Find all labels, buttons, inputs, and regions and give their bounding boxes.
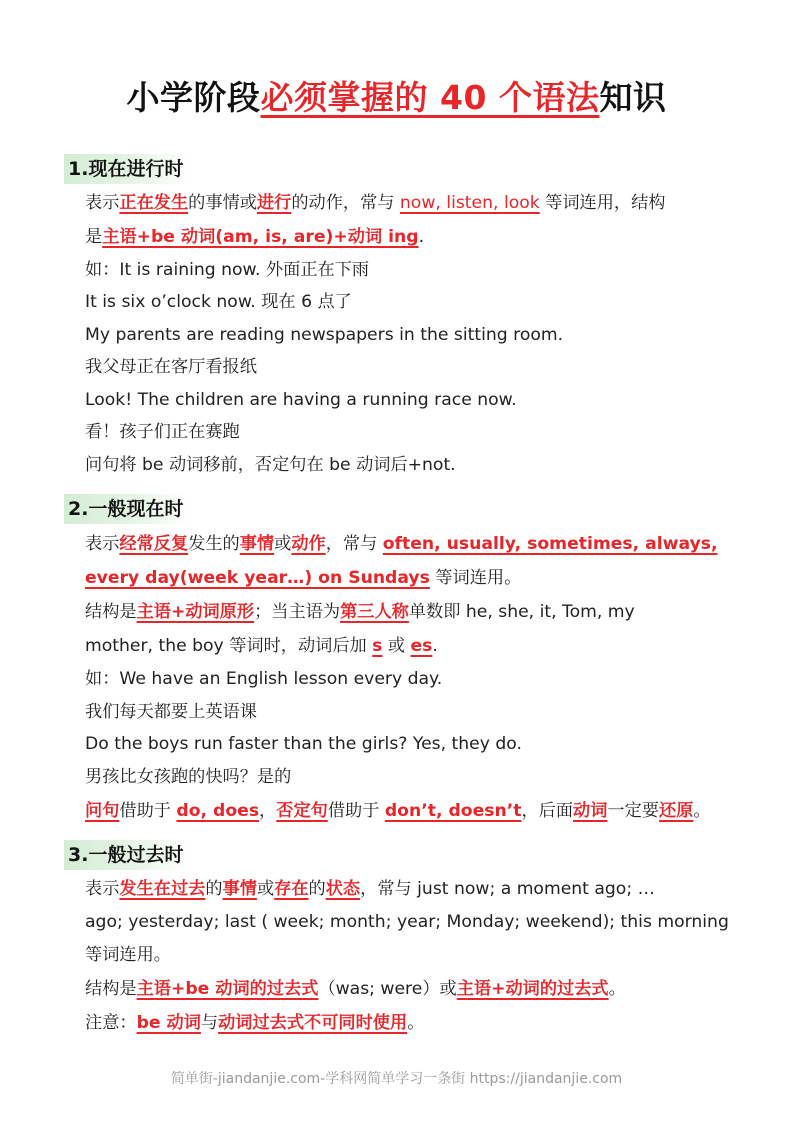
section-heading: 2.一般现在时 <box>64 494 189 524</box>
title-part: 知识 <box>599 78 667 117</box>
text-line: 我父母正在客厅看报纸 <box>85 357 257 377</box>
text-line: 如：We have an English lesson every day. <box>85 669 443 689</box>
page-title <box>0 72 793 119</box>
text-line: every day(week year…) on Sundays 等词连用。 <box>85 568 522 588</box>
text-line: Do the boys run faster than the girls? Yes, they do. <box>85 734 522 754</box>
text-line: 看！孩子们正在赛跑 <box>85 422 240 442</box>
section-heading: 1.现在进行时 <box>64 154 189 184</box>
text-line: 问句借助于 do, does，否定句借助于 don’t, doesn’t，后面动词一定要还原。 <box>85 801 711 821</box>
text-line: 男孩比女孩跑的快吗？是的 <box>85 767 292 787</box>
text-line: 结构是主语+be 动词的过去式（was; were）或主语+动词的过去式。 <box>85 979 626 999</box>
text-line: 结构是主语+动词原形；当主语为第三人称单数即 he, she, it, Tom, my <box>85 602 635 622</box>
title-part: 小学阶段 <box>126 78 261 117</box>
text-line: 表示正在发生的事情或进行的动作，常与 now, listen, look 等词连用，结构 <box>85 193 666 213</box>
text-line: 表示发生在过去的事情或存在的状态，常与 just now; a moment ago; … <box>85 879 655 899</box>
text-line: 是主语+be 动词(am, is, are)+动词 ing. <box>85 227 425 247</box>
section-heading: 3.一般过去时 <box>64 840 189 870</box>
text-line: ago; yesterday; last ( week; month; year; Monday; weekend); this morning <box>85 912 729 932</box>
text-line: 表示经常反复发生的事情或动作，常与 often, usually, sometimes, always, <box>85 534 718 554</box>
text-line: mother, the boy 等词时，动词后加 s 或 es. <box>85 636 438 656</box>
text-line: My parents are reading newspapers in the sitting room. <box>85 325 564 345</box>
text-line: Look! The children are having a running race now. <box>85 390 517 410</box>
text-line: 等词连用。 <box>85 945 171 965</box>
text-line: 如：It is raining now. 外面正在下雨 <box>85 260 370 280</box>
title-highlight: 必须掌握的 40 个语法 <box>260 78 600 117</box>
text-line: It is six o’clock now. 现在 6 点了 <box>85 292 352 312</box>
text-line: 注意：be 动词与动词过去式不可同时使用。 <box>85 1013 425 1033</box>
text-line: 问句将 be 动词移前，否定句在 be 动词后+not. <box>85 455 456 475</box>
footer-watermark: 简单街-jiandanjie.com-学科网简单学习一条街 https://jiandanjie.com <box>170 1071 623 1087</box>
text-line: 我们每天都要上英语课 <box>85 702 257 722</box>
